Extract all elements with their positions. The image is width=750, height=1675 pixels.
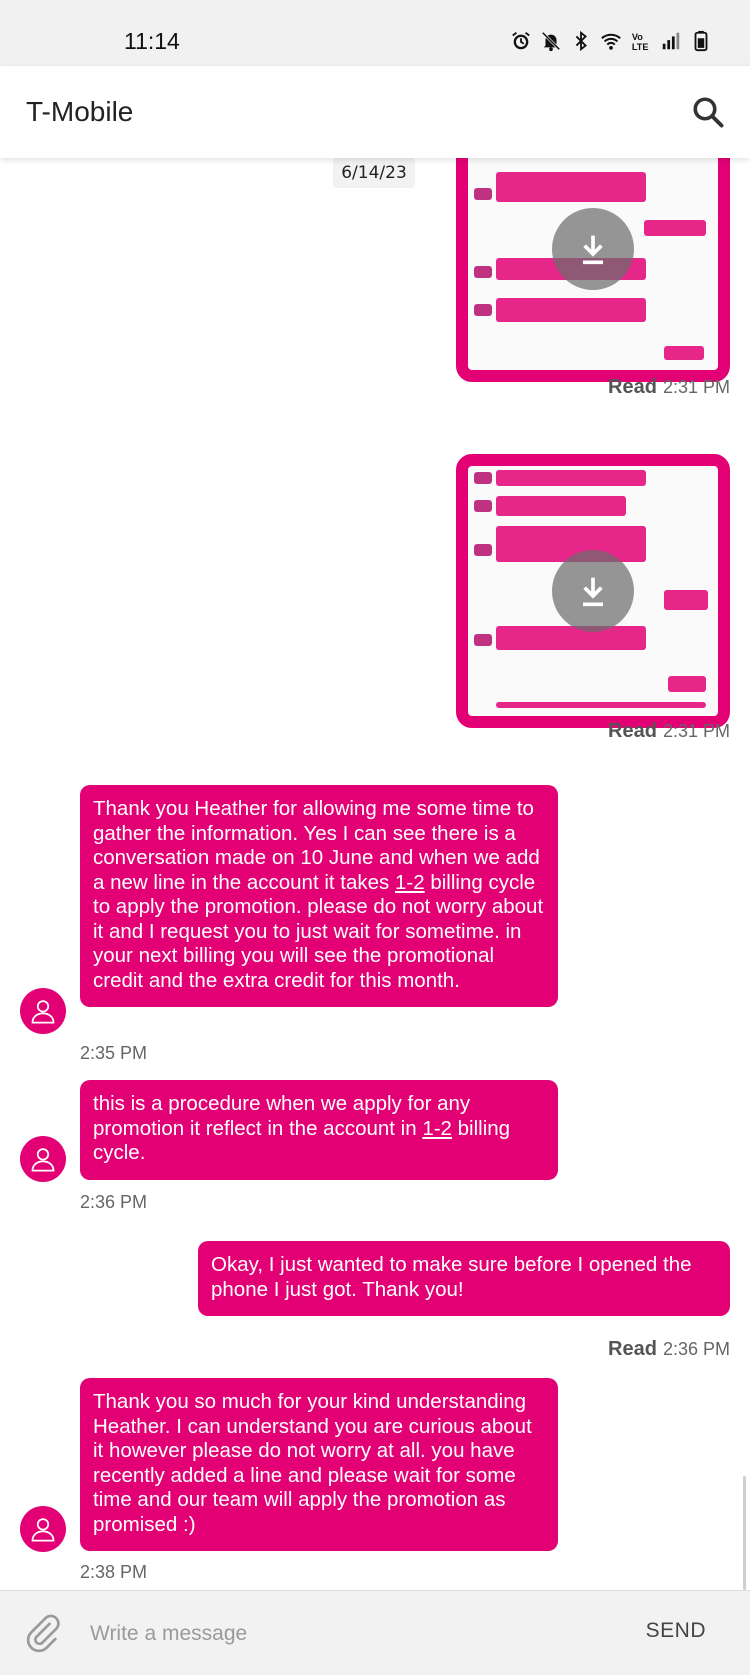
bell-off-icon bbox=[540, 30, 562, 52]
date-chip: 6/14/23 bbox=[333, 158, 415, 188]
avatar bbox=[20, 1506, 66, 1552]
outgoing-message-bubble[interactable] bbox=[198, 1241, 730, 1316]
message-time: 2:31 PM bbox=[662, 721, 730, 741]
message-text: Okay, I just wanted to make sure before I opened the phone I just got. Thank you! bbox=[211, 1253, 692, 1301]
alarm-icon bbox=[510, 30, 532, 52]
message-time: 2:35 PM bbox=[80, 1043, 148, 1063]
message-composer bbox=[0, 1590, 750, 1675]
app-header bbox=[0, 66, 750, 158]
message-meta bbox=[608, 720, 730, 743]
download-icon bbox=[573, 229, 613, 269]
avatar bbox=[20, 988, 66, 1034]
battery-icon bbox=[690, 30, 712, 52]
message-list[interactable] bbox=[0, 158, 750, 1590]
message-text: Thank you so much for your kind understanding Heather. I can understand you are curious about it however please do not worry at all. you have recently added a line and please wait for some time and our team will apply the promotion as promised :) bbox=[93, 1390, 532, 1536]
scrollbar[interactable] bbox=[743, 1476, 746, 1590]
send-button[interactable]: SEND bbox=[645, 1619, 706, 1642]
message-time: 2:31 PM bbox=[662, 377, 730, 397]
message-time: 2:36 PM bbox=[662, 1339, 730, 1359]
message-text: Thank you Heather for allowing me some time to gather the information. Yes I can see there is a conversation made on 10 June and when we add a new line in the account it takes bbox=[93, 797, 540, 894]
avatar bbox=[20, 1136, 66, 1182]
message-text: billing cycle to apply the promotion. please do not worry about it and I request you to just wait for sometime. in your next billing you will see the promotional credit and the extra credit for this month. bbox=[93, 870, 544, 992]
image-message[interactable] bbox=[456, 454, 730, 728]
status-time: 11:14 bbox=[124, 28, 180, 54]
conversation-title: T-Mobile bbox=[26, 96, 134, 127]
download-button[interactable] bbox=[552, 208, 634, 290]
search-icon[interactable] bbox=[690, 94, 726, 130]
bluetooth-icon bbox=[570, 30, 592, 52]
person-icon bbox=[29, 997, 57, 1025]
volte-icon bbox=[630, 30, 652, 52]
status-bar bbox=[0, 0, 750, 66]
message-meta bbox=[608, 1338, 730, 1361]
download-icon bbox=[573, 571, 613, 611]
incoming-message-bubble[interactable] bbox=[80, 1378, 558, 1551]
message-time: 2:36 PM bbox=[80, 1192, 148, 1212]
incoming-message-bubble[interactable] bbox=[80, 785, 558, 1007]
person-icon bbox=[29, 1515, 57, 1543]
wifi-icon bbox=[600, 30, 622, 52]
read-status: Read bbox=[608, 1338, 657, 1360]
paperclip-icon[interactable] bbox=[22, 1613, 62, 1653]
download-button[interactable] bbox=[552, 550, 634, 632]
status-icons bbox=[510, 30, 712, 52]
read-status: Read bbox=[608, 720, 657, 742]
message-text: this is a procedure when we apply for any promotion it reflect in the account in bbox=[93, 1092, 471, 1140]
message-input[interactable] bbox=[90, 1619, 610, 1649]
message-meta bbox=[608, 376, 730, 399]
read-status: Read bbox=[608, 376, 657, 398]
message-time: 2:38 PM bbox=[80, 1562, 148, 1582]
svg-text:LTE: LTE bbox=[631, 42, 649, 52]
person-icon bbox=[29, 1145, 57, 1173]
message-text: billing cycle. bbox=[93, 1116, 511, 1164]
signal-icon bbox=[660, 30, 682, 52]
incoming-message-bubble[interactable] bbox=[80, 1080, 558, 1180]
message-link[interactable]: 1-2 bbox=[395, 870, 425, 894]
svg-text:Vo: Vo bbox=[631, 32, 643, 43]
image-message[interactable] bbox=[456, 158, 730, 382]
message-link[interactable]: 1-2 bbox=[422, 1116, 452, 1140]
